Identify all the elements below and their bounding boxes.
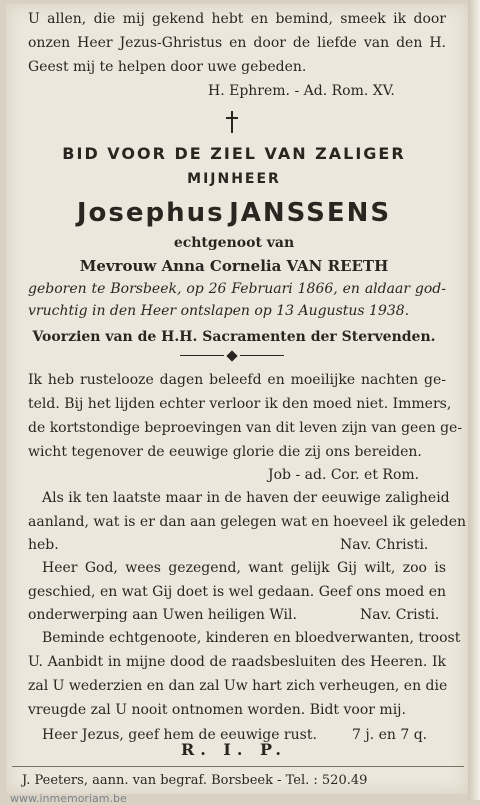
last-name: JANSSENS (229, 198, 392, 228)
body-line: Beminde echtgenoote, kinderen en bloedverwanten, troost (42, 630, 461, 646)
first-name: Josephus (76, 198, 225, 228)
card-edge (468, 0, 480, 800)
body-line: aanland, wat is er dan aan gelegen wat en hoeveel ik geleden (28, 514, 466, 530)
body-line: wicht tegenover de eeuwige glorie die zij ons bereiden. (28, 444, 422, 460)
birth-line-2: vruchtig in den Heer ontslapen op 13 Augustus 1938. (28, 303, 410, 319)
cross-icon (224, 111, 240, 133)
body-line: geschied, en wat Gij doet is wel gedaan. Geef ons moed en (28, 584, 446, 600)
ornament-divider (180, 352, 284, 360)
body-line: Als ik ten laatste maar in de haven der eeuwige zaligheid (42, 490, 450, 506)
body-line: Ik heb rustelooze dagen beleefd en moeilijke nachten ge- (28, 372, 446, 388)
rip-text: R. I. P. (180, 740, 287, 759)
body-line: onderwerping aan Uwen heiligen Wil. (28, 607, 297, 623)
citation-nav-cristi: Nav. Cristi. (360, 607, 440, 623)
birth-line-1: geboren te Borsbeek, op 26 Februari 1866, en aldaar god- (28, 281, 446, 297)
sacraments-line: Voorzien van de H.H. Sacramenten der Stervenden. (32, 329, 436, 345)
body-line: U. Aanbidt in mijne dood de raadsbesluiten des Heeren. Ik (28, 654, 446, 670)
spouse-name: Mevrouw Anna Cornelia VAN REETH (79, 257, 389, 275)
indulgence-note: 7 j. en 7 q. (352, 727, 428, 743)
citation-nav-christi: Nav. Christi. (340, 537, 429, 553)
footer-rule (12, 766, 464, 767)
body-line: Heer God, wees gezegend, want gelijk Gij wilt, zoo is (42, 560, 446, 576)
intro-line-1: U allen, die mij gekend hebt en bemind, smeek ik door (28, 11, 446, 27)
prayer-heading: BID VOOR DE ZIEL VAN ZALIGER (62, 144, 406, 163)
title-mijnheer: MIJNHEER (187, 171, 281, 187)
body-line: zal U wederzien en dan zal Uw hart zich verheugen, en die (28, 678, 448, 694)
spouse-intro: echtgenoot van (173, 235, 295, 251)
citation-job: Job - ad. Cor. et Rom. (268, 467, 420, 483)
intro-line-3: Geest mij te helpen door uwe gebeden. (28, 59, 307, 75)
watermark-text: www.inmemoriam.be (10, 792, 127, 805)
intro-citation: H. Ephrem. - Ad. Rom. XV. (208, 83, 395, 99)
intro-line-2: onzen Heer Jezus-Ghristus en door de liefde van den H. (28, 35, 446, 51)
body-line: heb. (28, 537, 59, 553)
body-line: vreugde zal U nooit ontnomen worden. Bidt voor mij. (28, 702, 406, 718)
body-line: teld. Bij het lijden echter verloor ik den moed niet. Immers, (28, 396, 452, 412)
body-line: de kortstondige beproevingen van dit leven zijn van geen ge- (28, 420, 463, 436)
printer-line: J. Peeters, aann. van begraf. Borsbeek - Tel. : 520.49 (22, 773, 368, 788)
closing-prayer: Heer Jezus, geef hem de eeuwige rust. (42, 727, 317, 743)
deceased-name (0, 198, 468, 232)
